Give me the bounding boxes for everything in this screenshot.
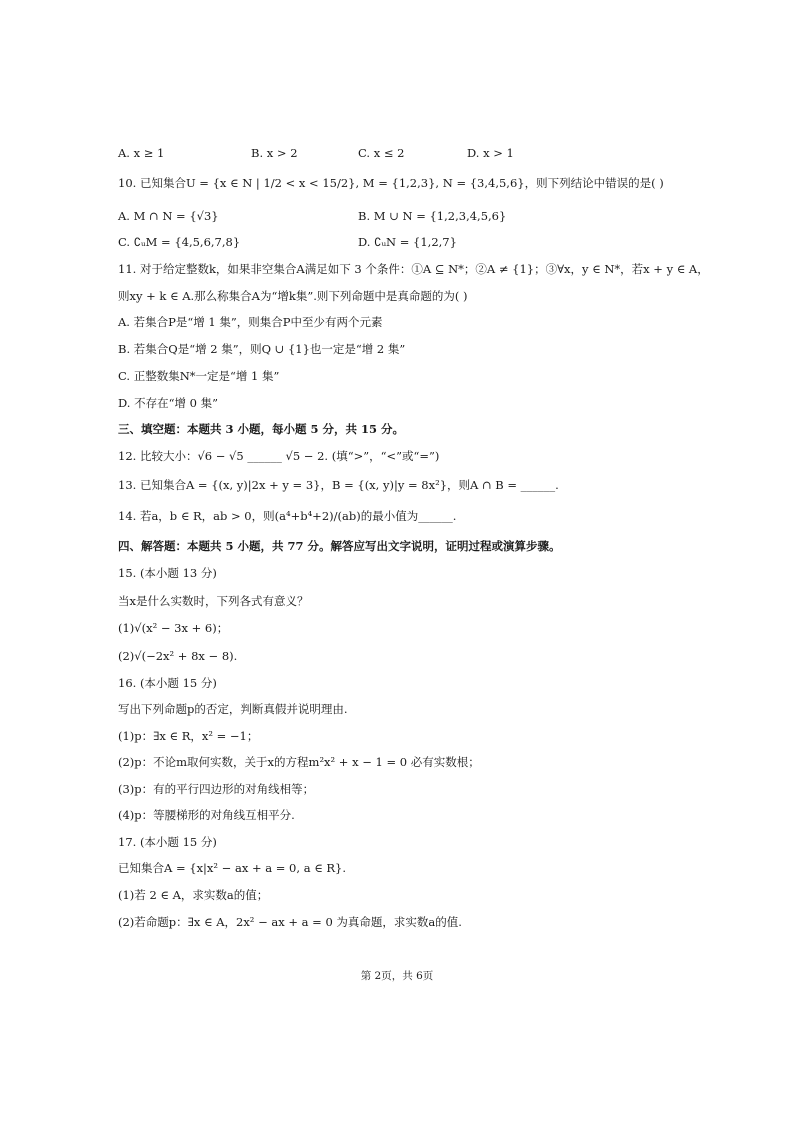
q16-heading: 16. (本小题 15 分) — [118, 676, 217, 690]
q16-part-2: (2)p：不论m取何实数，关于x的方程m²x² + x − 1 = 0 必有实数根； — [118, 755, 480, 769]
q11-option-c: C. 正整数集N*一定是“增 1 集” — [118, 369, 280, 383]
q11-option-d: D. 不存在“增 0 集” — [118, 396, 219, 410]
q16-stem: 写出下列命题p的否定，判断真假并说明理由. — [118, 702, 348, 716]
q9-option-d: D. x > 1 — [467, 146, 514, 160]
q17-stem: 已知集合A = {x|x² − ax + a = 0, a ∈ R}. — [118, 861, 347, 875]
q15-stem: 当x是什么实数时，下列各式有意义？ — [118, 594, 309, 608]
q9-option-b: B. x > 2 — [251, 146, 298, 160]
q17-part-1: (1)若 2 ∈ A，求实数a的值； — [118, 888, 269, 902]
q15-part-2: (2)√(−2x² + 8x − 8). — [118, 649, 238, 663]
page-footer: 第 2页，共 6页 — [360, 970, 434, 982]
q10-option-a: A. M ∩ N = {√3} — [118, 209, 219, 223]
q14: 14. 若a，b ∈ R，ab > 0，则(a⁴+b⁴+2)/(ab)的最小值为______. — [118, 509, 457, 523]
q12: 12. 比较大小：√6 − √5 ______ √5 − 2. (填“>”，“<”或“=”) — [118, 449, 440, 463]
q17-heading: 17. (本小题 15 分) — [118, 835, 217, 849]
q17-part-2: (2)若命题p：∃x ∈ A，2x² − ax + a = 0 为真命题，求实数a的值. — [118, 915, 462, 929]
q16-part-4: (4)p：等腰梯形的对角线互相平分. — [118, 808, 295, 822]
q10-stem: 10. 已知集合U = {x ∈ N | 1/2 < x < 15/2}, M = {1,2,3}, N = {3,4,5,6}，则下列结论中错误的是( ) — [118, 176, 664, 190]
q16-part-3: (3)p：有的平行四边形的对角线相等； — [118, 782, 315, 796]
q10-option-b: B. M ∪ N = {1,2,3,4,5,6} — [358, 209, 507, 223]
q11-option-a: A. 若集合P是“增 1 集”，则集合P中至少有两个元素 — [118, 315, 383, 329]
q10-option-c: C. ∁ᵤM = {4,5,6,7,8} — [118, 235, 241, 249]
q15-heading: 15. (本小题 13 分) — [118, 566, 217, 580]
q13: 13. 已知集合A = {(x, y)|2x + y = 3}，B = {(x, y)|y = 8x²}，则A ∩ B = ______. — [118, 478, 559, 492]
section-4-heading: 四、解答题：本题共 5 小题，共 77 分。解答应写出文字说明，证明过程或演算步骤。 — [118, 539, 561, 553]
q11-stem-line2: 则xy + k ∈ A.那么称集合A为“增k集”.则下列命题中是真命题的为( ) — [118, 289, 468, 303]
q11-stem-line1: 11. 对于给定整数k，如果非空集合A满足如下 3 个条件：①A ⊆ N*；②A ≠ {1}；③∀x，y ∈ N*，若x + y ∈ A， — [118, 262, 709, 276]
q16-part-1: (1)p：∃x ∈ R，x² = −1； — [118, 729, 259, 743]
q9-option-a: A. x ≥ 1 — [118, 146, 165, 160]
q11-option-b: B. 若集合Q是“增 2 集”，则Q ∪ {1}也一定是“增 2 集” — [118, 342, 406, 356]
q10-option-d: D. ∁ᵤN = {1,2,7} — [358, 235, 457, 249]
q9-option-c: C. x ≤ 2 — [358, 146, 405, 160]
q15-part-1: (1)√(x² − 3x + 6)； — [118, 621, 229, 635]
section-3-heading: 三、填空题：本题共 3 小题，每小题 5 分，共 15 分。 — [118, 422, 405, 436]
